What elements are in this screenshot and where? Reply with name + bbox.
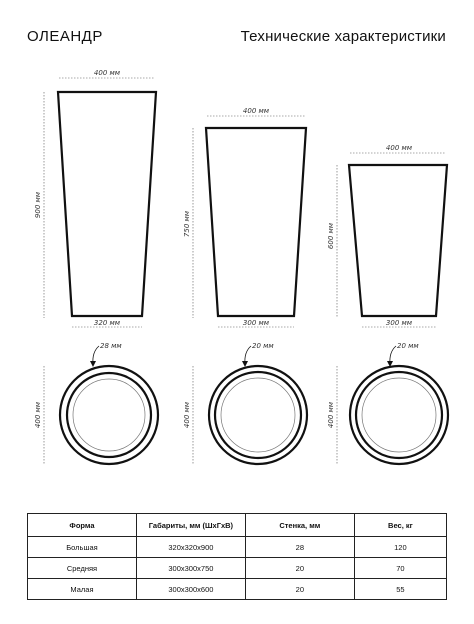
- pot-small-height-label: 600 мм: [327, 222, 335, 250]
- pot-small-top-width-label: 400 мм: [385, 144, 413, 152]
- table-row: [28, 537, 447, 558]
- table-header-cell: Стенка, мм: [245, 514, 354, 537]
- table-cell: 300x300x600: [136, 579, 245, 600]
- table-header-row: [28, 514, 447, 537]
- table-cell: Малая: [28, 579, 137, 600]
- pot-medium-side-view: [183, 107, 306, 327]
- pot-medium-top-view: [183, 342, 307, 464]
- pot-large-wall-label: 28 мм: [100, 342, 122, 350]
- pot-small-side-view: [327, 144, 447, 327]
- table-cell: 70: [354, 558, 446, 579]
- table-header-cell: Габариты, мм (ШхГхВ): [136, 514, 245, 537]
- table-header-cell: Вес, кг: [354, 514, 446, 537]
- table-row: [28, 579, 447, 600]
- pot-small-wall-label: 20 мм: [397, 342, 419, 350]
- table-cell: 300x300x750: [136, 558, 245, 579]
- table-cell: Большая: [28, 537, 137, 558]
- page-title: ОЛЕАНДР: [27, 28, 103, 45]
- pot-large-height-label: 900 мм: [34, 191, 42, 219]
- table-header-cell: Форма: [28, 514, 137, 537]
- table-cell: 120: [354, 537, 446, 558]
- pot-small-bottom-width-label: 300 мм: [385, 319, 413, 327]
- pot-medium-height-label: 750 мм: [183, 210, 191, 238]
- table-cell: 320x320x900: [136, 537, 245, 558]
- pot-large-bottom-width-label: 320 мм: [93, 319, 121, 327]
- specs-table: [27, 513, 447, 600]
- page-subtitle: Технические характеристики: [240, 28, 446, 45]
- pot-small-diameter-label: 400 мм: [327, 401, 335, 429]
- pot-medium-top-width-label: 400 мм: [242, 107, 270, 115]
- table-cell: 20: [245, 558, 354, 579]
- pot-large-side-view: [34, 69, 156, 327]
- table-cell: 20: [245, 579, 354, 600]
- pot-medium-wall-label: 20 мм: [252, 342, 274, 350]
- table-row: [28, 558, 447, 579]
- table-cell: Средняя: [28, 558, 137, 579]
- pot-medium-diameter-label: 400 мм: [183, 401, 191, 429]
- pot-small-top-view: [327, 342, 448, 464]
- pot-large-top-view: [34, 342, 158, 464]
- pot-medium-bottom-width-label: 300 мм: [242, 319, 270, 327]
- pot-large-top-width-label: 400 мм: [93, 69, 121, 77]
- table-cell: 55: [354, 579, 446, 600]
- pot-large-diameter-label: 400 мм: [34, 401, 42, 429]
- table-cell: 28: [245, 537, 354, 558]
